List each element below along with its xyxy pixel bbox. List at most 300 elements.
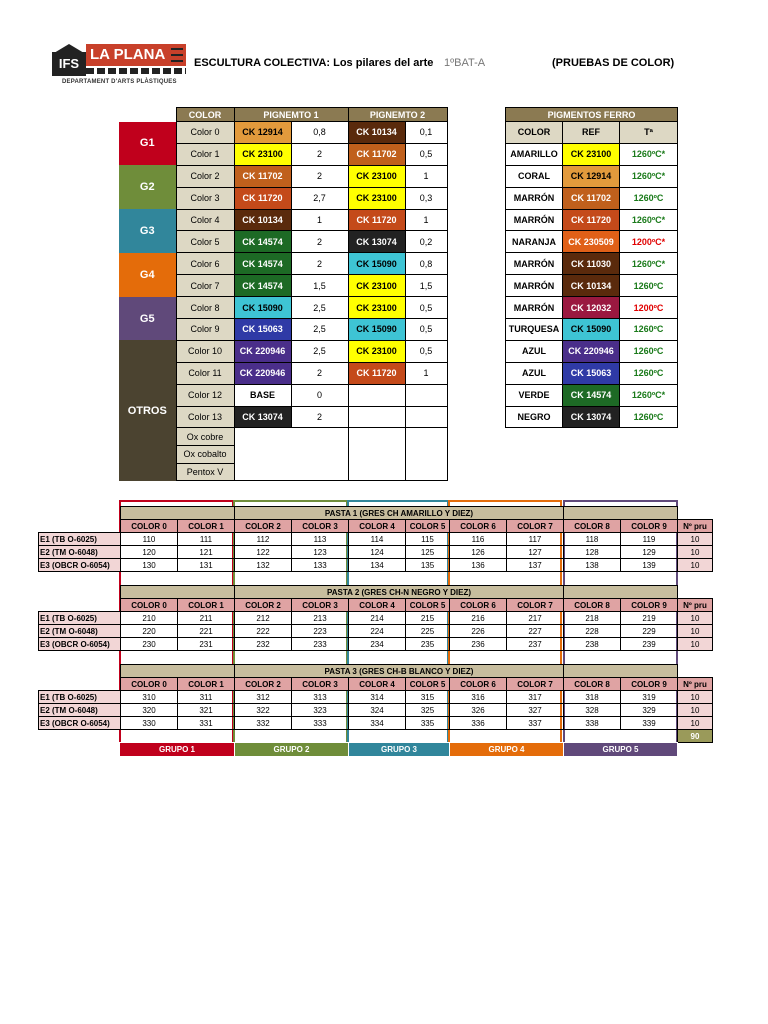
test-row [39, 559, 713, 572]
test-row [39, 533, 713, 546]
ferro-color-name: NARANJA [506, 231, 563, 253]
test-number: 234 [349, 638, 406, 651]
column-header: COLOR 1 [178, 520, 235, 533]
test-number: 121 [178, 546, 235, 559]
logo-ifs: IFS [52, 52, 86, 76]
pasta-columns-row [39, 599, 713, 612]
test-number: 216 [450, 612, 507, 625]
enamel-label: E3 (OBCR O-6054) [39, 638, 121, 651]
column-header: COLOR 5 [406, 520, 450, 533]
pigment-row [119, 340, 447, 362]
pigment-1-ref: CK 11720 [234, 187, 291, 209]
pigment-1-ref: CK 15090 [234, 297, 291, 319]
test-number: 223 [292, 625, 349, 638]
test-number: 328 [564, 704, 621, 717]
test-row [39, 638, 713, 651]
pasta-title: PASTA 3 (GRES CH-B BLANCO Y DIEZ) [235, 665, 564, 678]
pigment-1-ref: CK 220946 [234, 340, 291, 362]
ferro-ref: CK 13074 [563, 406, 620, 428]
ferro-temperature: 1260ºC* [620, 384, 678, 406]
test-number: 312 [235, 691, 292, 704]
test-number: 214 [349, 612, 406, 625]
ferro-color-name: AMARILLO [506, 143, 563, 165]
pigment-1-qty: 2 [291, 165, 348, 187]
test-number: 110 [121, 533, 178, 546]
extra-oxide-name: Ox cobre [176, 428, 234, 446]
test-number: 232 [235, 638, 292, 651]
ferro-color-name: MARRÓN [506, 253, 563, 275]
pigment-1-ref: CK 11702 [234, 165, 291, 187]
pigment-row [119, 122, 447, 144]
ferro-ref: CK 12914 [563, 165, 620, 187]
test-number: 115 [406, 533, 450, 546]
ferro-temperature: 1260ºC [620, 362, 678, 384]
pigment-2-ref: CK 13074 [348, 231, 405, 253]
pigment-2-ref: CK 23100 [348, 340, 405, 362]
color-name: Color 1 [176, 143, 234, 165]
test-number: 112 [235, 533, 292, 546]
pigments-header-row [119, 108, 447, 122]
ferro-row [506, 275, 678, 297]
ferro-header-color: COLOR [506, 122, 563, 144]
test-number: 222 [235, 625, 292, 638]
ferro-color-name: MARRÓN [506, 187, 563, 209]
pigment-1-qty: 2,5 [291, 340, 348, 362]
test-number: 230 [121, 638, 178, 651]
group-label: G1 [119, 122, 176, 166]
ferro-row [506, 340, 678, 362]
ferro-color-name: NEGRO [506, 406, 563, 428]
test-number: 136 [450, 559, 507, 572]
test-number: 332 [235, 717, 292, 730]
npru-value: 10 [678, 717, 713, 730]
extra-oxide-name: Ox cobalto [176, 446, 234, 464]
pigment-1-ref: CK 14574 [234, 275, 291, 297]
test-number: 329 [621, 704, 678, 717]
extra-oxide-name: Pentox V [176, 463, 234, 481]
group-label: G2 [119, 165, 176, 209]
ferro-row [506, 143, 678, 165]
color-name: Color 11 [176, 362, 234, 384]
ferro-color-name: MARRÓN [506, 275, 563, 297]
ferro-temperature: 1260ºC [620, 319, 678, 341]
test-number: 322 [235, 704, 292, 717]
test-number: 130 [121, 559, 178, 572]
ferro-color-name: VERDE [506, 384, 563, 406]
ferro-title: PIGMENTOS FERRO [506, 108, 678, 122]
test-number: 139 [621, 559, 678, 572]
test-number: 111 [178, 533, 235, 546]
ferro-temperature: 1200ºC [620, 297, 678, 319]
ferro-row [506, 231, 678, 253]
group-footer-label: GRUPO 5 [564, 743, 678, 757]
test-number: 138 [564, 559, 621, 572]
ferro-ref: CK 11702 [563, 187, 620, 209]
pigment-2-qty: 1 [405, 165, 447, 187]
pigment-2-ref: CK 23100 [348, 165, 405, 187]
test-number: 118 [564, 533, 621, 546]
test-number: 116 [450, 533, 507, 546]
group-footer-label: GRUPO 1 [120, 743, 235, 757]
pigment-2-qty: 0,2 [405, 231, 447, 253]
logo-la-plana [86, 44, 186, 66]
pigment-2-ref: CK 15090 [348, 253, 405, 275]
ferro-color-name: MARRÓN [506, 209, 563, 231]
ferro-ref: CK 15063 [563, 362, 620, 384]
pigment-1-ref: CK 14574 [234, 231, 291, 253]
header-pigment-1: PIGNEMTO 1 [234, 108, 348, 122]
test-number: 314 [349, 691, 406, 704]
npru-header: Nº pru [678, 520, 713, 533]
npru-value: 10 [678, 612, 713, 625]
ferro-ref: CK 15090 [563, 319, 620, 341]
pigment-2-qty: 0,5 [405, 297, 447, 319]
pigment-1-qty: 2 [291, 406, 348, 428]
test-number: 239 [621, 638, 678, 651]
pigment-2-ref: CK 23100 [348, 297, 405, 319]
test-number: 132 [235, 559, 292, 572]
pigment-2-ref: CK 10134 [348, 122, 405, 144]
enamel-label: E1 (TB O-6025) [39, 612, 121, 625]
test-number: 315 [406, 691, 450, 704]
column-header: COLOR 9 [621, 520, 678, 533]
column-header: COLOR 6 [450, 599, 507, 612]
pigment-1-ref: CK 12914 [234, 122, 291, 144]
corner-cell [119, 108, 176, 122]
npru-value: 10 [678, 625, 713, 638]
pigment-2-ref: CK 11720 [348, 209, 405, 231]
pigment-2-qty: 0,8 [405, 253, 447, 275]
test-number: 320 [121, 704, 178, 717]
header-pigment-2: PIGNEMTO 2 [348, 108, 447, 122]
column-header: COLOR 8 [564, 599, 621, 612]
ferro-ref: CK 12032 [563, 297, 620, 319]
test-number: 325 [406, 704, 450, 717]
pigment-1-ref: CK 23100 [234, 143, 291, 165]
test-number: 119 [621, 533, 678, 546]
enamel-label: E2 (TM O-6048) [39, 704, 121, 717]
column-header: COLOR 4 [349, 520, 406, 533]
test-number: 212 [235, 612, 292, 625]
ferro-ref: CK 10134 [563, 275, 620, 297]
ferro-temperature: 1260ºC* [620, 209, 678, 231]
pigment-1-ref: CK 14574 [234, 253, 291, 275]
color-name: Color 9 [176, 319, 234, 341]
ferro-temperature: 1260ºC [620, 275, 678, 297]
pigment-2-qty: 0,3 [405, 187, 447, 209]
pigment-2-ref: CK 11702 [348, 143, 405, 165]
ferro-color-name: AZUL [506, 340, 563, 362]
test-number: 225 [406, 625, 450, 638]
test-number: 321 [178, 704, 235, 717]
blank-cell [39, 520, 121, 533]
color-name: Color 6 [176, 253, 234, 275]
column-header: COLOR 0 [121, 678, 178, 691]
blank-cell [564, 507, 678, 520]
test-number: 316 [450, 691, 507, 704]
ferro-row [506, 319, 678, 341]
test-number: 133 [292, 559, 349, 572]
pigment-row [119, 165, 447, 187]
pigment-1-qty: 2,5 [291, 297, 348, 319]
color-name: Color 12 [176, 384, 234, 406]
color-name: Color 2 [176, 165, 234, 187]
pigment-1-qty: 0,8 [291, 122, 348, 144]
test-number: 113 [292, 533, 349, 546]
pasta-columns-row [39, 520, 713, 533]
test-number: 336 [450, 717, 507, 730]
test-number: 122 [235, 546, 292, 559]
npru-header: Nº pru [678, 599, 713, 612]
test-number: 311 [178, 691, 235, 704]
npru-value: 10 [678, 533, 713, 546]
test-number: 236 [450, 638, 507, 651]
blank-cell [121, 507, 235, 520]
ferro-row [506, 384, 678, 406]
test-number: 220 [121, 625, 178, 638]
ferro-title-row [506, 108, 678, 122]
color-name: Color 8 [176, 297, 234, 319]
test-number: 137 [507, 559, 564, 572]
test-number: 129 [621, 546, 678, 559]
ferro-row [506, 406, 678, 428]
pasta-title-row [39, 665, 713, 678]
blank-cell [678, 665, 713, 678]
test-row [39, 717, 713, 730]
test-number: 330 [121, 717, 178, 730]
pigment-2-qty: 0,5 [405, 340, 447, 362]
test-number: 338 [564, 717, 621, 730]
column-header: COLOR 2 [235, 599, 292, 612]
total-row [39, 730, 713, 743]
test-row [39, 625, 713, 638]
color-name: Color 7 [176, 275, 234, 297]
test-number: 211 [178, 612, 235, 625]
school-logo [52, 44, 186, 76]
ferro-temperature: 1200ºC* [620, 231, 678, 253]
column-header: COLOR 8 [564, 520, 621, 533]
pigment-2-qty: 1 [405, 209, 447, 231]
ferro-row [506, 187, 678, 209]
pigments-table [119, 107, 448, 481]
pigment-2-qty: 0,1 [405, 122, 447, 144]
group-footer-label: GRUPO 2 [235, 743, 349, 757]
test-number: 233 [292, 638, 349, 651]
test-number: 339 [621, 717, 678, 730]
pigment-1-qty: 1,5 [291, 275, 348, 297]
test-number: 331 [178, 717, 235, 730]
npru-value: 10 [678, 638, 713, 651]
course-label: 1ºBAT-A [444, 57, 486, 69]
pasta-2-table [38, 585, 713, 651]
test-number: 227 [507, 625, 564, 638]
test-number: 238 [564, 638, 621, 651]
pasta-columns-row [39, 678, 713, 691]
blank-cell [39, 730, 678, 743]
test-number: 125 [406, 546, 450, 559]
pigment-2-ref: CK 23100 [348, 187, 405, 209]
pigment-2-ref: CK 15090 [348, 319, 405, 341]
npru-value: 10 [678, 559, 713, 572]
ferro-row [506, 362, 678, 384]
npru-header: Nº pru [678, 678, 713, 691]
column-header: COLOR 4 [349, 678, 406, 691]
pigment-1-ref: CK 220946 [234, 362, 291, 384]
column-header: COLOR 7 [507, 599, 564, 612]
color-name: Color 13 [176, 406, 234, 428]
pigment-1-ref: CK 13074 [234, 406, 291, 428]
enamel-label: E2 (TM O-6048) [39, 625, 121, 638]
column-header: COLOR 1 [178, 678, 235, 691]
column-header: COLOR 2 [235, 678, 292, 691]
test-number: 213 [292, 612, 349, 625]
color-name: Color 10 [176, 340, 234, 362]
ferro-pigments-table [505, 107, 678, 428]
ferro-temperature: 1260ºC [620, 187, 678, 209]
ferro-ref: CK 220946 [563, 340, 620, 362]
test-row [39, 546, 713, 559]
test-number: 235 [406, 638, 450, 651]
blank-cell [234, 428, 348, 481]
color-name: Color 4 [176, 209, 234, 231]
test-number: 333 [292, 717, 349, 730]
logo-lines-icon [171, 48, 183, 62]
pigment-1-qty: 2 [291, 362, 348, 384]
enamel-label: E2 (TM O-6048) [39, 546, 121, 559]
test-number: 131 [178, 559, 235, 572]
pasta-1-table [38, 506, 713, 572]
ferro-ref: CK 11030 [563, 253, 620, 275]
group-label: G5 [119, 297, 176, 341]
test-number: 310 [121, 691, 178, 704]
pigment-1-qty: 0 [291, 384, 348, 406]
test-number: 127 [507, 546, 564, 559]
test-number: 229 [621, 625, 678, 638]
ferro-temperature: 1260ºC* [620, 253, 678, 275]
group-footer-label: GRUPO 4 [450, 743, 564, 757]
color-name: Color 0 [176, 122, 234, 144]
test-number: 126 [450, 546, 507, 559]
npru-value: 10 [678, 546, 713, 559]
ferro-ref: CK 230509 [563, 231, 620, 253]
column-header: COLOR 2 [235, 520, 292, 533]
test-number: 210 [121, 612, 178, 625]
test-number: 335 [406, 717, 450, 730]
test-row [39, 704, 713, 717]
test-number: 226 [450, 625, 507, 638]
ferro-row [506, 209, 678, 231]
ferro-temperature: 1260ºC [620, 340, 678, 362]
department-name: DEPARTAMENT D'ARTS PLÀSTIQUES [62, 79, 177, 85]
pigment-2-ref [348, 384, 405, 406]
pasta-title: PASTA 2 (GRES CH-N NEGRO Y DIEZ) [235, 586, 564, 599]
test-number: 324 [349, 704, 406, 717]
blank-cell [678, 507, 713, 520]
pigment-1-ref: CK 10134 [234, 209, 291, 231]
test-number: 231 [178, 638, 235, 651]
pigment-1-qty: 2,7 [291, 187, 348, 209]
test-number: 215 [406, 612, 450, 625]
pigment-2-qty [405, 406, 447, 428]
npru-value: 10 [678, 704, 713, 717]
ferro-color-name: AZUL [506, 362, 563, 384]
pigment-1-qty: 1 [291, 209, 348, 231]
group-label: OTROS [119, 340, 176, 480]
column-header: COLOR 5 [406, 599, 450, 612]
ferro-color-name: MARRÓN [506, 297, 563, 319]
groups-footer [119, 742, 678, 757]
test-number: 228 [564, 625, 621, 638]
test-number: 224 [349, 625, 406, 638]
test-number: 123 [292, 546, 349, 559]
blank-cell [39, 507, 121, 520]
pasta-title-row [39, 507, 713, 520]
header-color: COLOR [176, 108, 234, 122]
test-number: 117 [507, 533, 564, 546]
ferro-row [506, 165, 678, 187]
test-number: 218 [564, 612, 621, 625]
npru-value: 10 [678, 691, 713, 704]
pasta-3-table [38, 664, 713, 743]
blank-cell [39, 599, 121, 612]
test-number: 323 [292, 704, 349, 717]
column-header: COLOR 8 [564, 678, 621, 691]
blank-cell [564, 665, 678, 678]
test-number: 319 [621, 691, 678, 704]
pigment-2-ref: CK 23100 [348, 275, 405, 297]
ferro-header-ref: REF [563, 122, 620, 144]
pigment-2-qty [405, 384, 447, 406]
test-number: 337 [507, 717, 564, 730]
column-header: COLOR 6 [450, 678, 507, 691]
test-number: 124 [349, 546, 406, 559]
blank-cell [678, 586, 713, 599]
column-header: COLOR 5 [406, 678, 450, 691]
pigment-2-qty: 0,5 [405, 319, 447, 341]
ferro-temperature: 1260ºC* [620, 143, 678, 165]
column-header: COLOR 6 [450, 520, 507, 533]
pigment-1-qty: 2 [291, 253, 348, 275]
color-name: Color 5 [176, 231, 234, 253]
test-number: 327 [507, 704, 564, 717]
test-number: 219 [621, 612, 678, 625]
column-header: COLOR 0 [121, 520, 178, 533]
pigment-2-ref: CK 11720 [348, 362, 405, 384]
group-label: G3 [119, 209, 176, 253]
pigment-1-qty: 2 [291, 231, 348, 253]
group-label: G4 [119, 253, 176, 297]
ferro-color-name: TURQUESA [506, 319, 563, 341]
ferro-row [506, 253, 678, 275]
ferro-header-temp: Tª [620, 122, 678, 144]
blank-cell [121, 586, 235, 599]
pasta-title-row [39, 586, 713, 599]
blank-cell [39, 586, 121, 599]
color-name: Color 3 [176, 187, 234, 209]
pigment-2-qty: 1,5 [405, 275, 447, 297]
column-header: COLOR 3 [292, 678, 349, 691]
column-header: COLOR 4 [349, 599, 406, 612]
test-number: 135 [406, 559, 450, 572]
test-row [39, 612, 713, 625]
logo-name: LA PLANA [90, 46, 166, 63]
pigment-1-qty: 2,5 [291, 319, 348, 341]
test-number: 120 [121, 546, 178, 559]
blank-cell [39, 678, 121, 691]
column-header: COLOR 7 [507, 520, 564, 533]
test-row [39, 691, 713, 704]
test-number: 313 [292, 691, 349, 704]
